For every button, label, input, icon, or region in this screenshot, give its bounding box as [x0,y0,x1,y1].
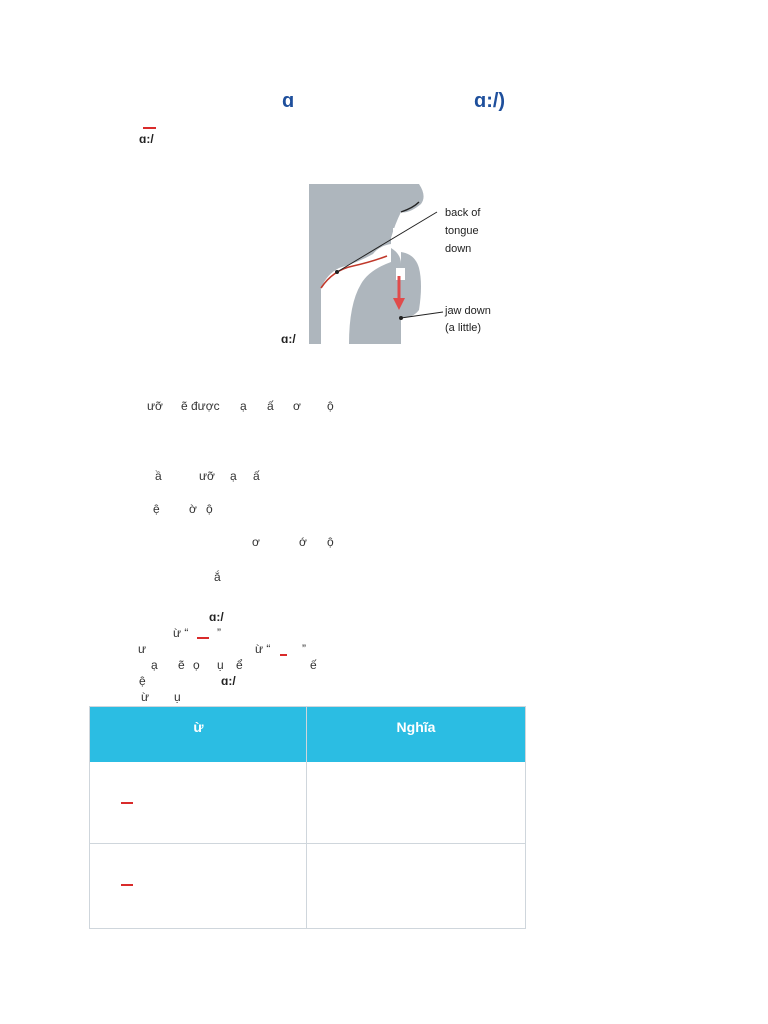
frag-1f: ộ [327,399,334,413]
frag-4b: ớ [299,535,307,549]
para2-blank [280,654,287,656]
frag-1d: ấ [267,399,274,413]
frag-1e: ơ [293,399,301,413]
symbol-underline [143,127,156,129]
para3-a: ạ [151,658,158,672]
mouth-diagram [309,184,505,344]
row1-blank [121,802,133,804]
para4-a: ệ [139,674,146,688]
para-symbol: ɑ:/ [209,610,224,624]
label-back-3: down [445,243,472,255]
para2-c: ” [302,642,306,656]
title-part-2: ɑ:/) [474,90,506,112]
label-jaw-1: jaw down [445,305,491,317]
label-jaw-2: (a little) [445,322,482,334]
frag-2d: ấ [253,469,260,483]
frag-2a: ầ [155,469,162,483]
vocab-table [89,706,526,929]
label-back-1: back of [445,207,481,219]
frag-4a: ơ [252,535,260,549]
frag-2b: ưỡ [199,469,215,483]
frag-1a: ưỡ [147,399,163,413]
frag-2c: ạ [230,469,237,483]
frag-1c: ạ [240,399,247,413]
frag-3b: ờ [189,502,197,516]
frag-4c: ộ [327,535,334,549]
table-header [90,707,525,762]
row2-blank [121,884,133,886]
para3-f: ế [310,658,317,672]
col-header-meaning: Nghĩa [396,719,436,735]
para1-a: ừ “ [173,626,189,640]
para5-a: ừ [141,690,150,704]
para3-c: ọ [193,658,200,672]
table-row-divider [90,843,525,844]
para3-d: ụ [217,658,224,672]
table-col-divider [306,707,307,928]
para5-b: ụ [174,690,181,704]
frag-1b: ẽ được [181,399,220,413]
symbol-label: ɑ:/ [139,132,154,146]
frag-5a: ắ [214,570,221,584]
para3-b: ẽ [178,658,185,672]
title-part-1: ɑ [282,90,295,112]
col-header-word: ừ [193,719,204,735]
diagram-caption: ɑ:/ [281,332,296,346]
label-back-2: tongue [445,225,479,237]
para1-blank [197,637,209,639]
para2-a: ư [138,642,147,656]
para4-b: ɑ:/ [221,674,236,688]
frag-3c: ộ [206,502,213,516]
para2-b: ừ “ [255,642,271,656]
para1-b: ” [217,626,221,640]
frag-3a: ệ [153,502,160,516]
para3-e: ể [236,658,243,672]
